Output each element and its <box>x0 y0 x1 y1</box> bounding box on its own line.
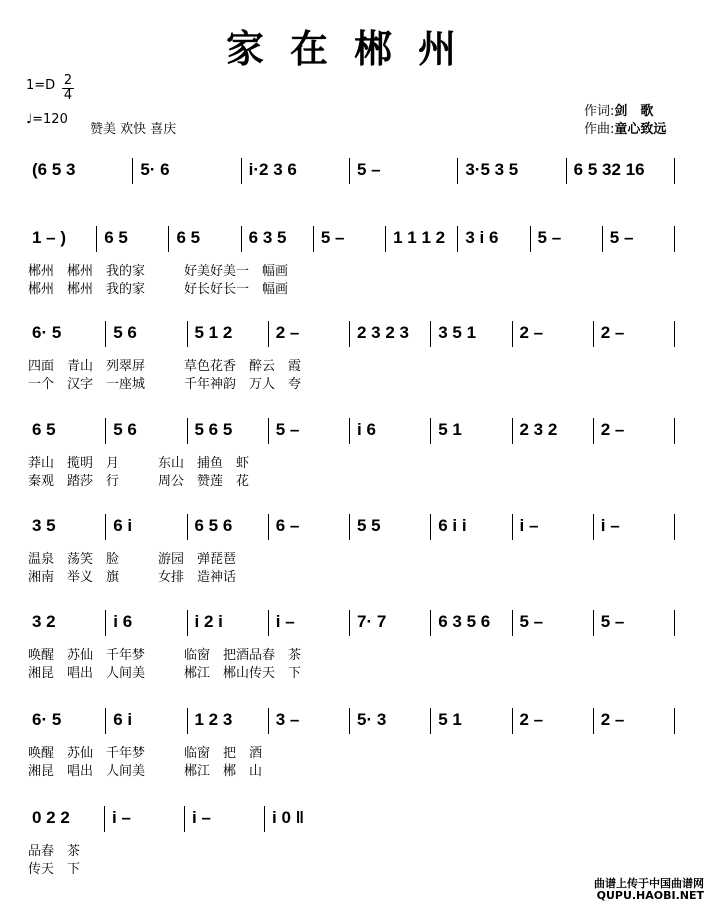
bar-line <box>187 708 188 734</box>
lyrics-line: 温泉 荡笑 脸 游园 弹琵琶 <box>28 552 237 567</box>
bar-line <box>349 514 350 540</box>
score-line-7 <box>28 710 683 740</box>
measure: 5 – <box>275 420 300 439</box>
score-line-2 <box>28 228 683 258</box>
measure: 6· 5 <box>32 710 62 729</box>
bar-line <box>105 321 106 347</box>
tempo-mark: ♩=120 <box>26 112 68 127</box>
measure: 3 5 1 <box>438 323 477 342</box>
bar-line <box>593 514 594 540</box>
measure: 5 – <box>357 160 381 179</box>
measure: 6 5 <box>32 420 56 439</box>
measure: 6 i <box>113 710 133 729</box>
lyrics-line: 湘昆 唱出 人间美 郴江 郴 山 <box>28 764 263 779</box>
lyrics-line: 唤醒 苏仙 千年梦 临窗 把酒品春 茶 <box>28 648 302 663</box>
measure: 6 5 6 <box>194 516 233 535</box>
bar-line <box>385 226 386 252</box>
measure: 2 3 2 <box>519 420 558 439</box>
bar-line <box>268 610 269 636</box>
bar-line <box>187 321 188 347</box>
lyrics-line: 传天 下 <box>28 862 81 877</box>
measure: 3 – <box>275 710 300 729</box>
bar-line <box>268 418 269 444</box>
key-signature: 1=D <box>26 78 56 93</box>
bar-line <box>674 226 675 252</box>
lyrics-line: 秦观 踏莎 行 周公 赞莲 花 <box>28 474 250 489</box>
page-title: 家在郴州 <box>225 26 482 71</box>
bar-line <box>104 806 105 832</box>
bar-line <box>512 514 513 540</box>
measure: i – <box>192 808 211 827</box>
measure: 1 – ) <box>32 228 67 247</box>
lyricist-name: 剑 歌 <box>614 104 654 119</box>
measure: 2 3 2 3 <box>357 323 409 342</box>
measure: 5 6 5 <box>194 420 233 439</box>
lyrics-line: 湘昆 唱出 人间美 郴江 郴山传天 下 <box>28 666 302 681</box>
measure: (6 5 3 <box>32 160 76 179</box>
measure: i·2 3 6 <box>248 160 297 179</box>
measure: i – <box>519 516 539 535</box>
bar-line <box>430 418 431 444</box>
measure: 2 – <box>600 420 625 439</box>
bar-line <box>349 418 350 444</box>
bar-line <box>264 806 265 832</box>
measure: 2 – <box>519 323 544 342</box>
measure: i 0 ‖ <box>272 808 305 827</box>
measure: 6· 5 <box>32 323 62 342</box>
score-line-6 <box>28 612 683 642</box>
bar-line <box>105 708 106 734</box>
bar-line <box>674 321 675 347</box>
measure: 5 1 <box>438 710 462 729</box>
measure: 6 i i <box>438 516 467 535</box>
measure: 2 – <box>275 323 300 342</box>
measure: i – <box>275 612 295 631</box>
bar-line <box>105 418 106 444</box>
score-line-3 <box>28 323 683 353</box>
measure: i – <box>112 808 131 827</box>
bar-line <box>268 514 269 540</box>
bar-line <box>674 514 675 540</box>
watermark <box>594 878 704 902</box>
time-signature-bottom: 4 <box>63 88 73 103</box>
composer-credit <box>584 118 666 137</box>
bar-line <box>187 514 188 540</box>
bar-line <box>457 158 458 184</box>
lyricist-credit <box>584 100 653 119</box>
bar-line <box>593 321 594 347</box>
bar-line <box>184 806 185 832</box>
bar-line <box>349 158 350 184</box>
measure: 5 – <box>320 228 345 247</box>
score-line-1 <box>28 160 683 190</box>
measure: 2 – <box>600 323 625 342</box>
lyrics-line: 莽山 揽明 月 东山 捕鱼 虾 <box>28 456 250 471</box>
measure: 0 2 2 <box>32 808 70 827</box>
bar-line <box>512 418 513 444</box>
bar-line <box>187 418 188 444</box>
bar-line <box>602 226 603 252</box>
bar-line <box>674 418 675 444</box>
bar-line <box>674 610 675 636</box>
watermark-line-2: QUPU.HAOBI.NET <box>596 889 704 902</box>
measure: 3·5 3 5 <box>465 160 519 179</box>
bar-line <box>168 226 169 252</box>
bar-line <box>430 514 431 540</box>
measure: 3 i 6 <box>465 228 499 247</box>
bar-line <box>349 708 350 734</box>
bar-line <box>132 158 133 184</box>
bar-line <box>430 321 431 347</box>
measure: 6 5 32 16 <box>573 160 645 179</box>
bar-line <box>457 226 458 252</box>
bar-line <box>241 158 242 184</box>
measure: 2 – <box>519 710 544 729</box>
measure: 6 5 <box>104 228 128 247</box>
bar-line <box>268 708 269 734</box>
bar-line <box>187 610 188 636</box>
bar-line <box>430 708 431 734</box>
measure: i – <box>600 516 620 535</box>
measure: 5 6 <box>113 420 137 439</box>
watermark-line-1: 曲谱上传于中国曲谱网 <box>594 877 704 890</box>
score-line-5 <box>28 516 683 546</box>
bar-line <box>593 610 594 636</box>
score-line-8 <box>28 808 683 838</box>
measure: 6 3 5 6 <box>438 612 491 631</box>
lyrics-line: 品春 茶 <box>28 844 81 859</box>
measure: 1 1 1 2 <box>393 228 446 247</box>
lyrics-line: 四面 青山 列翠屏 草色花香 醉云 霞 <box>28 359 302 374</box>
measure: 6 i <box>113 516 133 535</box>
measure: i 6 <box>113 612 133 631</box>
bar-line <box>313 226 314 252</box>
bar-line <box>593 708 594 734</box>
measure: 3 5 <box>32 516 56 535</box>
bar-line <box>268 321 269 347</box>
bar-line <box>105 514 106 540</box>
measure: 5· 6 <box>140 160 170 179</box>
measure: 5 – <box>609 228 634 247</box>
measure: 6 – <box>275 516 300 535</box>
bar-line <box>512 321 513 347</box>
measure: 5 6 <box>113 323 137 342</box>
expression-mark: 赞美 欢快 喜庆 <box>90 122 177 137</box>
measure: 5 5 <box>357 516 381 535</box>
lyrics-line: 郴州 郴州 我的家 好美好美一 幅画 <box>28 264 289 279</box>
measure: 2 – <box>600 710 625 729</box>
bar-line <box>105 610 106 636</box>
measure: 5 – <box>600 612 625 631</box>
lyrics-line: 湘南 举义 旗 女排 造神话 <box>28 570 237 585</box>
time-signature-top: 2 <box>63 73 73 88</box>
measure: i 6 <box>357 420 376 439</box>
measure: i 2 i <box>194 612 223 631</box>
bar-line <box>241 226 242 252</box>
bar-line <box>674 708 675 734</box>
bar-line <box>349 610 350 636</box>
bar-line <box>674 158 675 184</box>
score-line-4 <box>28 420 683 450</box>
time-signature <box>62 74 74 103</box>
lyrics-line: 郴州 郴州 我的家 好长好长一 幅画 <box>28 282 289 297</box>
measure: 3 2 <box>32 612 56 631</box>
bar-line <box>349 321 350 347</box>
measure: 5 1 <box>438 420 462 439</box>
measure: 5 – <box>519 612 544 631</box>
bar-line <box>566 158 567 184</box>
composer-label: 作曲: <box>584 122 615 137</box>
lyrics-line: 一个 汉字 一座城 千年神韵 万人 夸 <box>28 377 302 392</box>
bar-line <box>430 610 431 636</box>
lyricist-label: 作词: <box>584 104 615 119</box>
measure: 6 5 <box>176 228 201 247</box>
measure: 7· 7 <box>357 612 387 631</box>
measure: 6 3 5 <box>248 228 287 247</box>
lyrics-line: 唤醒 苏仙 千年梦 临窗 把 酒 <box>28 746 263 761</box>
bar-line <box>96 226 97 252</box>
measure: 5 – <box>537 228 562 247</box>
measure: 5 1 2 <box>194 323 233 342</box>
bar-line <box>593 418 594 444</box>
measure: 1 2 3 <box>194 710 233 729</box>
measure: 5· 3 <box>357 710 387 729</box>
composer-name: 童心致远 <box>614 122 667 137</box>
bar-line <box>512 610 513 636</box>
bar-line <box>530 226 531 252</box>
bar-line <box>512 708 513 734</box>
